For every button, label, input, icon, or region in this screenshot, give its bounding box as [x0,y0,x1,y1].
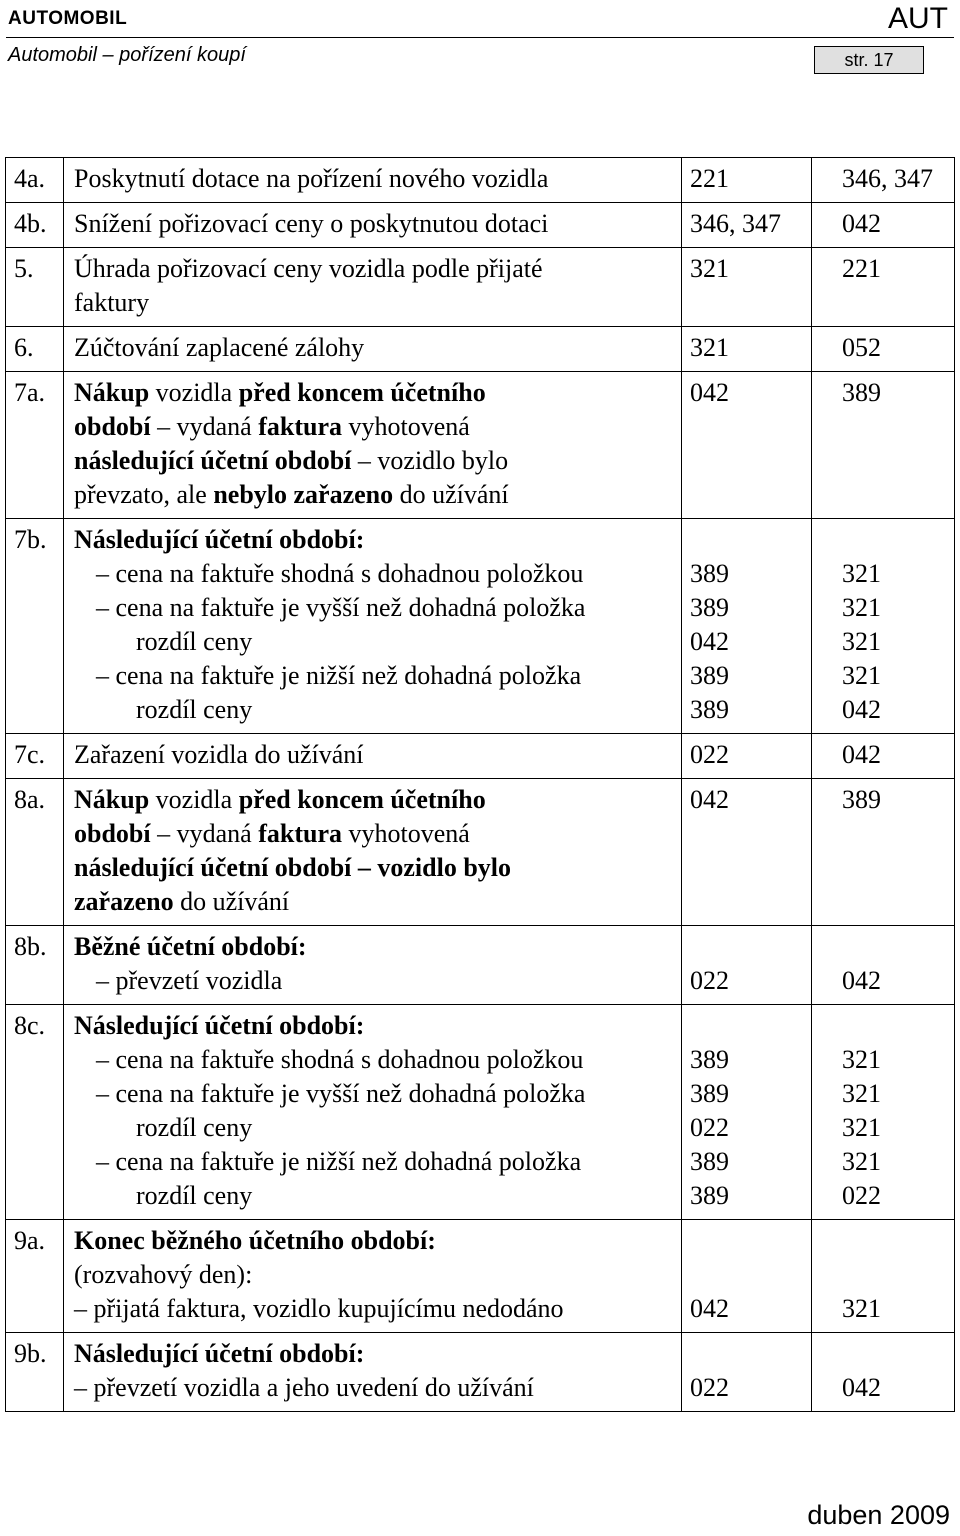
bold-text: Nákup [74,785,150,814]
bold-text: před koncem účetního [238,378,486,407]
credit-account: 052 [842,333,881,362]
plain-text: vozidla [149,785,239,814]
debit-account: 389 [690,1079,729,1108]
credit-account: 321 [842,559,881,588]
table-row [6,734,955,779]
credit-cell [812,327,955,372]
plain-text: do užívání [173,887,290,916]
description-line [74,444,677,478]
row-number: 4b. [6,203,64,248]
row-description [64,519,682,734]
debit-account: 389 [690,559,729,588]
description-line [74,783,677,817]
credit-account: 321 [842,1113,881,1142]
plain-text: – vydaná [150,412,259,441]
credit-cell [812,203,955,248]
debit-account: 022 [690,966,729,995]
credit-account: 321 [842,1045,881,1074]
row-description [64,1220,682,1333]
plain-text: – vydaná [150,819,259,848]
credit-account: 042 [842,740,881,769]
bold-text: období [74,819,151,848]
debit-cell [682,372,812,519]
list-item: rozdíl ceny [136,627,253,656]
table-row [6,926,955,1005]
credit-cell [812,1005,955,1220]
row-heading: Následující účetní období: [74,525,365,554]
list-item: rozdíl ceny [136,1181,253,1210]
debit-account: 042 [690,1294,729,1323]
row-number: 8b. [6,926,64,1005]
row-subheading: (rozvahový den): [74,1260,253,1289]
credit-cell [812,158,955,203]
row-description [64,1333,682,1412]
bold-text: zařazeno [74,887,174,916]
description-line [74,478,677,512]
row-number: 7c. [6,734,64,779]
row-number: 7b. [6,519,64,734]
credit-account: 221 [842,254,881,283]
accounting-table [5,157,955,1412]
section-code: AUT [888,2,948,35]
description-line [74,376,677,410]
credit-account: 321 [842,1147,881,1176]
description-line: Zařazení vozidla do užívání [74,740,364,769]
credit-account: 389 [842,378,881,407]
credit-account: 389 [842,785,881,814]
debit-account: 042 [690,378,729,407]
table-row [6,779,955,926]
plain-text: vyhotovená [341,412,470,441]
footer-date: duben 2009 [807,1500,950,1530]
debit-cell [682,519,812,734]
list-item: – přijatá faktura, vozidlo kupujícímu nedodáno [74,1294,564,1323]
table-row [6,248,955,327]
table-row [6,372,955,519]
credit-account: 321 [842,661,881,690]
debit-cell [682,779,812,926]
list-item: – cena na faktuře shodná s dohadnou položkou [96,559,584,588]
description-line [74,851,677,885]
row-description [64,926,682,1005]
bold-text: faktura [258,819,342,848]
plain-text: převzato, ale [74,480,214,509]
description-line [74,885,677,919]
debit-account: 389 [690,1045,729,1074]
credit-cell [812,779,955,926]
debit-account: 389 [690,593,729,622]
table-row [6,1220,955,1333]
row-description [64,158,682,203]
bold-text: období [74,412,151,441]
credit-account: 321 [842,593,881,622]
list-item: rozdíl ceny [136,1113,253,1142]
debit-account: 389 [690,661,729,690]
row-description [64,203,682,248]
table-row [6,203,955,248]
row-number: 5. [6,248,64,327]
debit-account: 389 [690,1147,729,1176]
list-item: – cena na faktuře shodná s dohadnou položkou [96,1045,584,1074]
plain-text: – vozidlo bylo [351,446,509,475]
row-heading: Konec běžného účetního období: [74,1226,436,1255]
row-number: 8a. [6,779,64,926]
list-item: – cena na faktuře je nižší než dohadná položka [96,661,582,690]
header-rule [6,37,954,38]
plain-text: vyhotovená [341,819,470,848]
row-heading: Následující účetní období: [74,1011,365,1040]
plain-text: vozidla [149,378,239,407]
debit-cell [682,327,812,372]
bold-text: následující účetní období – vozidlo bylo [74,853,512,882]
debit-cell [682,203,812,248]
row-description [64,327,682,372]
row-description [64,734,682,779]
document-title: AUTOMOBIL [8,8,128,29]
row-number: 8c. [6,1005,64,1220]
description-line [74,817,677,851]
row-description [64,248,682,327]
debit-account: 022 [690,1373,729,1402]
list-item: – převzetí vozidla a jeho uvedení do užívání [74,1373,534,1402]
credit-account: 042 [842,209,881,238]
row-description [64,1005,682,1220]
debit-cell [682,926,812,1005]
credit-cell [812,1333,955,1412]
credit-cell [812,926,955,1005]
credit-cell [812,519,955,734]
debit-cell [682,1005,812,1220]
description-line: Poskytnutí dotace na pořízení nového vozidla [74,164,549,193]
credit-account: 042 [842,966,881,995]
debit-account: 022 [690,740,729,769]
debit-cell [682,248,812,327]
table-row [6,1005,955,1220]
page-header [0,0,960,90]
debit-account: 022 [690,1113,729,1142]
list-item: – cena na faktuře je vyšší než dohadná položka [96,593,586,622]
row-heading: Následující účetní období: [74,1339,365,1368]
description-line: Zúčtování zaplacené zálohy [74,333,365,362]
row-number: 4a. [6,158,64,203]
row-description [64,372,682,519]
debit-cell [682,1333,812,1412]
table-row [6,327,955,372]
bold-text: faktura [258,412,342,441]
row-number: 9a. [6,1220,64,1333]
debit-account: 389 [690,695,729,724]
list-item: rozdíl ceny [136,695,253,724]
credit-cell [812,248,955,327]
table-row [6,158,955,203]
credit-cell [812,1220,955,1333]
description-line [74,410,677,444]
plain-text: do užívání [393,480,509,509]
bold-text: nebylo zařazeno [213,480,394,509]
credit-cell [812,734,955,779]
bold-text: před koncem účetního [238,785,486,814]
credit-account: 321 [842,1294,881,1323]
credit-account: 346, 347 [842,164,933,193]
list-item: – cena na faktuře je nižší než dohadná položka [96,1147,582,1176]
debit-account: 042 [690,785,729,814]
credit-account: 042 [842,695,881,724]
page-number-box: str. 17 [814,46,924,74]
row-number: 9b. [6,1333,64,1412]
list-item: – cena na faktuře je vyšší než dohadná položka [96,1079,586,1108]
description-line: Snížení pořizovací ceny o poskytnutou dotaci [74,209,549,238]
bold-text: následující účetní období [74,446,352,475]
row-heading: Běžné účetní období: [74,932,307,961]
row-number: 7a. [6,372,64,519]
description-line: Úhrada pořizovací ceny vozidla podle přijaté [74,254,543,283]
document-subtitle: Automobil – pořízení koupí [8,44,246,66]
credit-account: 022 [842,1181,881,1210]
table-row [6,1333,955,1412]
credit-account: 321 [842,1079,881,1108]
row-number: 6. [6,327,64,372]
debit-cell [682,158,812,203]
debit-account: 321 [690,254,729,283]
debit-account: 321 [690,333,729,362]
debit-account: 389 [690,1181,729,1210]
table-row [6,519,955,734]
credit-account: 321 [842,627,881,656]
debit-cell [682,734,812,779]
debit-account: 042 [690,627,729,656]
debit-account: 346, 347 [690,209,781,238]
bold-text: Nákup [74,378,150,407]
credit-account: 042 [842,1373,881,1402]
credit-cell [812,372,955,519]
row-description [64,779,682,926]
list-item: – převzetí vozidla [96,966,283,995]
debit-cell [682,1220,812,1333]
description-line: faktury [74,288,150,317]
debit-account: 221 [690,164,729,193]
